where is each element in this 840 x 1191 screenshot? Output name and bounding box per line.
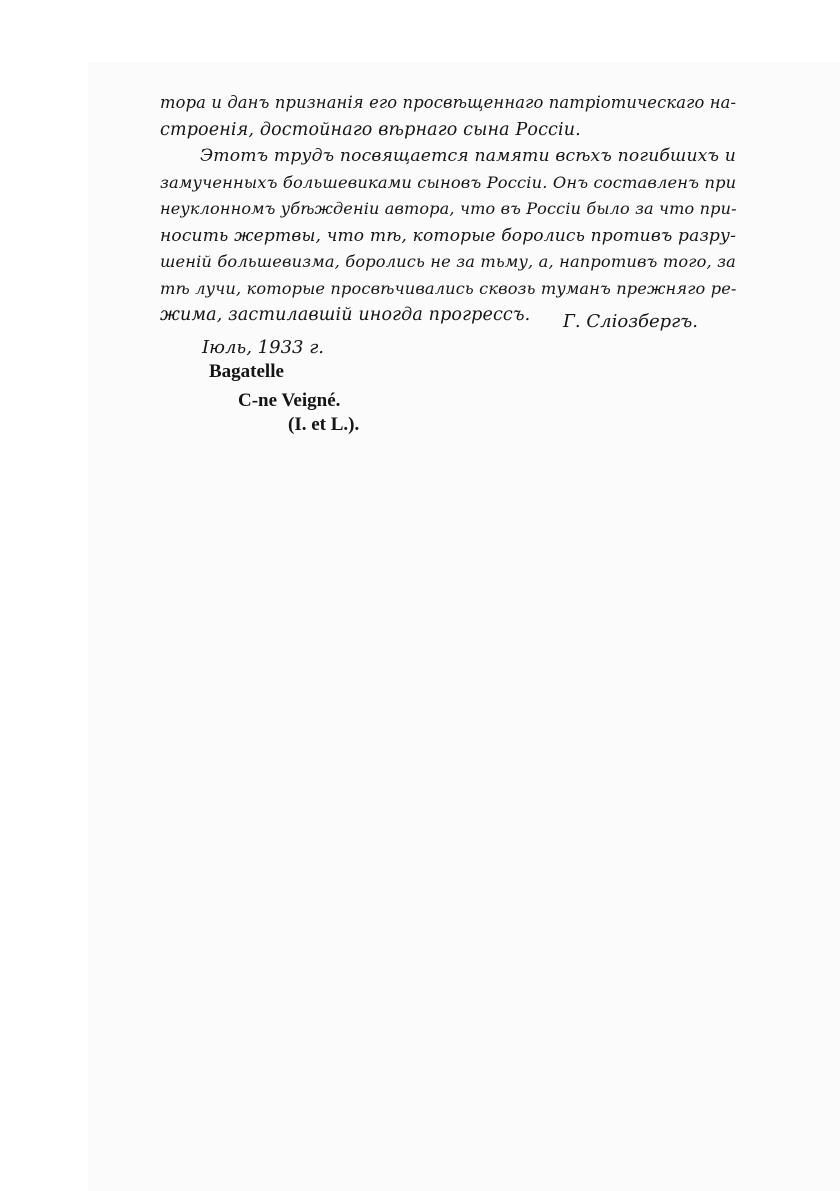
place-line-3: (I. et L.). [288,414,360,435]
text-line: тора и данъ признанія его просвѣщеннаго патріотическаго на- [160,93,737,112]
paragraph-2 [160,143,736,329]
text-line: неуклонномъ убѣжденіи автора, что въ Россіи было за что при- [160,199,737,218]
paragraph-1 [160,90,736,143]
text-line: носить жертвы, что тѣ, которые боролись противъ разру- [160,225,736,246]
author-signature: Г. Слiозбергъ. [563,311,698,332]
text-line: шеній большевизма, боролись не за тьму, а, напротивъ того, за [160,252,736,271]
text-line: тѣ лучи, которые просвѣчивались сквозь туманъ прежняго ре- [160,278,737,298]
text-line: замученныхъ большевиками сыновъ Россіи. Онъ составленъ при [160,172,737,192]
text-line: жима, застилавшій иногда прогрессъ. [160,305,531,325]
date-line: Iюль, 1933 г. [202,337,325,358]
body-text [160,90,736,329]
place-line-2: C-ne Veigné. [238,390,341,411]
text-line: строенія, достойнаго вѣрнаго сына Россіи. [160,119,581,140]
place-line-1: Bagatelle [209,361,284,382]
text-line: Этотъ трудъ посвящается памяти всѣхъ погибшихъ и [200,146,736,166]
